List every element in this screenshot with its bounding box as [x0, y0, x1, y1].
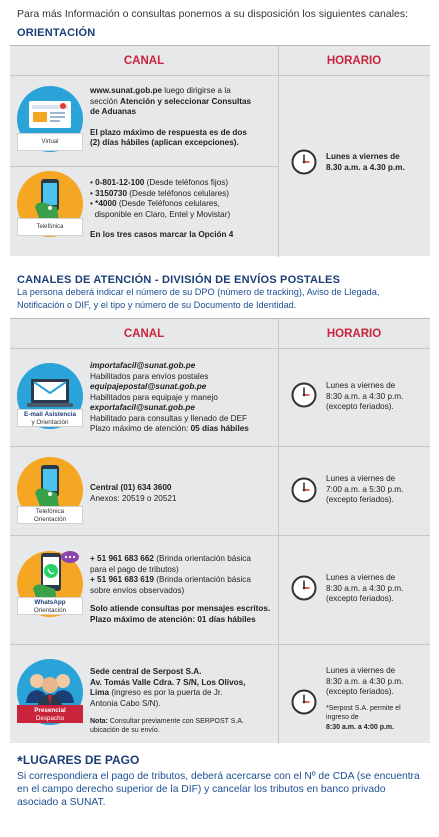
footer-text: Si correspondiera el pago de tributos, deberá acercarse con el Nº de CDA (se encuentra en el campo derecho superior de la DIF) y cancelar los tributos en banco privado asociado a SUNAT. — [17, 771, 420, 808]
clock-icon — [291, 382, 317, 408]
telefonica-central: Central (01) 634 3600 Anexos: 20519 o 20521 — [90, 483, 177, 503]
horario-orientacion: Lunes a viernes de 8.30 a.m. a 4.30 p.m. — [326, 152, 405, 172]
email-exportafacil[interactable]: exportafacil@sunat.gob.pe — [90, 403, 195, 412]
whatsapp-number-1[interactable]: + 51 961 683 662 — [90, 554, 154, 563]
intro-text: Para más Información o consultas ponemos a su disposición los siguientes canales: — [17, 8, 409, 20]
canales-table — [10, 318, 430, 743]
virtual-label: Virtual — [17, 133, 83, 151]
header-canal: CANAL — [123, 328, 165, 340]
section-title-canales: CANALES DE ATENCIÓN - DIVISIÓN DE ENVÍOS POSTALES — [17, 274, 341, 286]
horario-whatsapp: Lunes a viernes de 8:30 a.m. a 4:30 p.m. (excepto feriados). — [326, 573, 404, 603]
header-canal: CANAL — [123, 55, 165, 67]
email-importafacil[interactable]: importafacil@sunat.gob.pe — [90, 361, 196, 370]
clock-icon — [291, 575, 317, 601]
clock-icon — [291, 477, 317, 503]
whatsapp-number-2[interactable]: + 51 961 683 619 — [90, 575, 154, 584]
sunat-link[interactable]: www.sunat.gob.pe — [90, 86, 163, 95]
horario-email: Lunes a viernes de 8:30 a.m. a 4:30 p.m. (excepto feriados). — [326, 381, 404, 411]
clock-icon — [291, 149, 317, 175]
telefonica-orientacion-label: Telefónica Orientación — [17, 506, 83, 524]
telefonica-description: • 0-801-12-100 (Desde teléfonos fijos) • 3150730 (Desde teléfonos celulares) • *4000 (Desde Teléfonos celulares, disponible en Claro, Entel y Movistar) En los tres casos marcar la Opción 4 — [90, 178, 234, 239]
section-subtitle-canales: La persona deberá indicar el número de su DPO (número de tracking), Aviso de Llegada, Notificación o DIF, y el tipo y número de su Documento de Identidad. — [17, 287, 380, 310]
presencial-label: Presencial Despacho — [17, 705, 83, 723]
email-equipajepostal[interactable]: equipajepostal@sunat.gob.pe — [90, 382, 207, 391]
clock-icon — [291, 689, 317, 715]
horario-telefonica: Lunes a viernes de 7:00 a.m. a 5:30 p.m. (excepto feriados). — [326, 474, 404, 504]
email-label: E-mail Asistencia y Orientación — [17, 409, 83, 427]
header-horario: HORARIO — [326, 328, 382, 340]
header-horario: HORARIO — [326, 55, 382, 67]
table-header — [10, 319, 430, 349]
orientacion-table — [10, 45, 430, 256]
presencial-description: Sede central de Serpost S.A. Av. Tomás Valle Cdra. 7 S/N, Los Olivos, Lima (ingreso es por la puerta de Jr. Antonia Cabo S/N). Nota: Consultar previamente con SERPOST S.A. ubicación de su envío. — [90, 667, 246, 734]
virtual-description: www.sunat.gob.pe luego dirigirse a la sección Atención y seleccionar Consultas de Aduanas El plazo máximo de respuesta es de dos (2) días hábiles (aplican excepciones). — [90, 86, 252, 147]
email-description: importafacil@sunat.gob.pe Habilitados para envíos postales equipajepostal@sunat.gob.pe Habilitados para equipaje y manejo exportafacil@sunat.gob.pe Habilitado para consultas y llenado de DEF Plazo máximo de atención: 05 días hábiles — [90, 361, 249, 433]
section-title-orientacion: ORIENTACIÓN — [17, 27, 96, 39]
whatsapp-description: + 51 961 683 662 (Brinda orientación básica para el pago de tributos) + 51 961 683 619 (Brinda orientación básica sobre envíos observados) Solo atiende consultas por mensajes escritos. Plazo máximo de atención: 01 días hábiles — [90, 554, 271, 624]
telefonica-label: Telefónica — [17, 218, 83, 236]
footer-title: *LUGARES DE PAGO — [17, 753, 140, 770]
whatsapp-label: WhatsApp Orientación — [17, 597, 83, 615]
table-header — [10, 46, 430, 76]
horario-presencial: Lunes a viernes de 8:30 a.m. a 4:30 p.m. (excepto feriados). *Serpost S.A. permite el ingreso de 8:30 a.m. a 4:00 p.m. — [326, 666, 404, 731]
